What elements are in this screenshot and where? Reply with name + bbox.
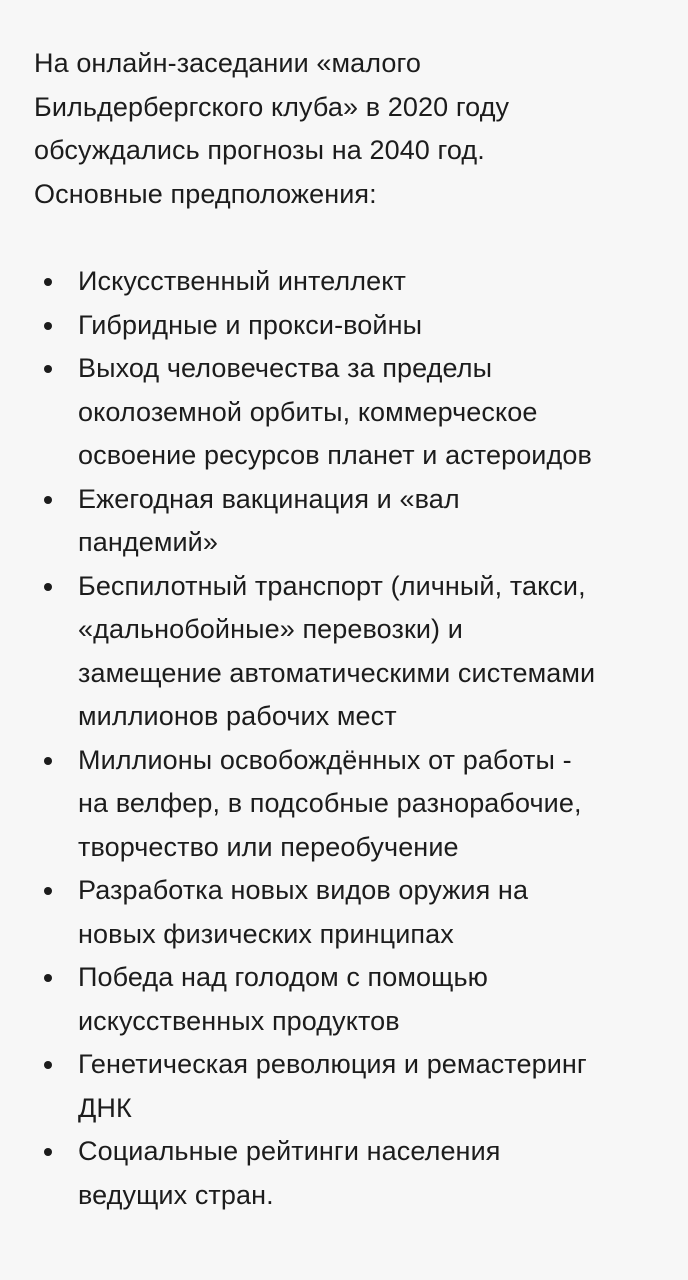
bullet-icon (44, 887, 52, 895)
bullet-icon (44, 278, 52, 286)
list-item-text: Разработка новых видов оружия на новых физических принципах (78, 875, 529, 949)
list-item-text: Гибридные и прокси-войны (78, 309, 423, 340)
list-item-text: Победа над голодом с помощью искусственных продуктов (78, 962, 489, 1036)
list-item (34, 304, 652, 348)
list-item (34, 1043, 652, 1130)
forecast-list (34, 260, 652, 1217)
bullet-icon (44, 322, 52, 330)
list-item (34, 739, 652, 870)
list-item (34, 1130, 652, 1217)
bullet-icon (44, 757, 52, 765)
list-item-text: Выход человечества за пределы околоземной орбиты, коммерческое освоение ресурсов планет и астероидов (78, 353, 592, 470)
bullet-icon (44, 365, 52, 373)
list-item (34, 869, 652, 956)
list-item (34, 956, 652, 1043)
bullet-icon (44, 974, 52, 982)
bullet-icon (44, 1148, 52, 1156)
list-item-text: Генетическая революция и ремастеринг ДНК (78, 1049, 587, 1123)
bullet-icon (44, 1061, 52, 1069)
intro-paragraph: На онлайн-заседании «малого Бильдербергского клуба» в 2020 году обсуждались прогнозы на 2040 год. Основные предположения: (34, 48, 510, 209)
list-item-text: Беспилотный транспорт (личный, такси, «дальнобойные» перевозки) и замещение автоматическими системами миллионов рабочих мест (78, 570, 596, 731)
bullet-icon (44, 496, 52, 504)
list-item-text: Ежегодная вакцинация и «вал пандемий» (78, 483, 460, 557)
list-item-text: Искусственный интеллект (78, 266, 406, 296)
bullet-icon (44, 583, 52, 591)
list-item (34, 565, 652, 739)
list-item (34, 347, 652, 478)
list-item (34, 260, 652, 304)
list-item (34, 478, 652, 565)
list-item-text: Социальные рейтинги населения ведущих стран. (78, 1136, 501, 1210)
list-item-text: Миллионы освобождённых от работы - на велфер, в подсобные разнорабочие, творчество или переобучение (78, 744, 582, 862)
